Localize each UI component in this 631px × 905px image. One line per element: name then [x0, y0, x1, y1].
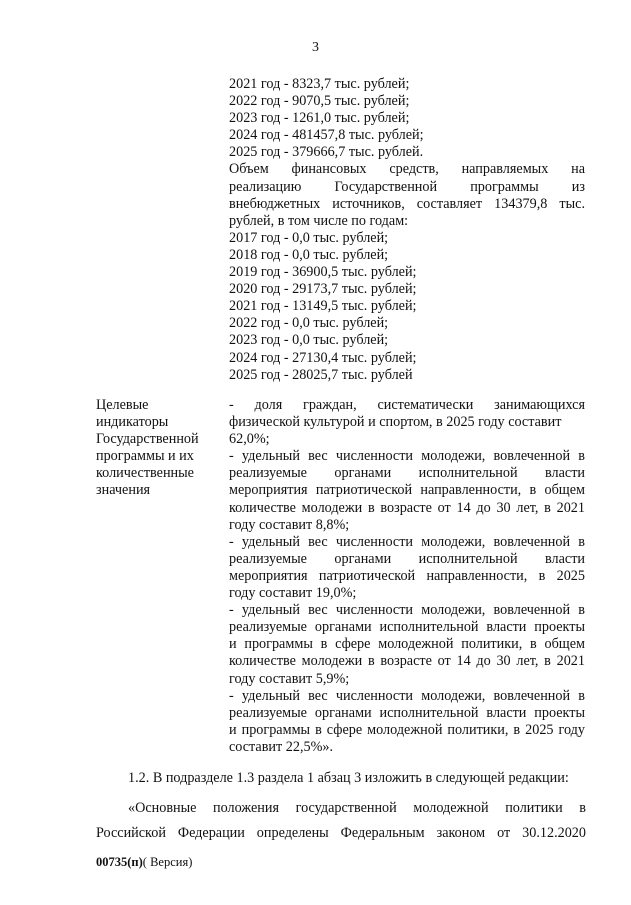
extrabudget-line: 2025 год - 28025,7 тыс. рублей — [229, 366, 413, 383]
extrabudget-para-line: реализацию Государственной программы из — [229, 178, 585, 195]
indicator-line: реализуемые органами исполнительной власти проекты — [229, 619, 585, 636]
extrabudget-line: 2024 год - 27130,4 тыс. рублей; — [229, 349, 417, 366]
funding-line: 2025 год - 379666,7 тыс. рублей. — [229, 144, 424, 161]
page-number: 3 — [312, 40, 319, 55]
indicator-line: составит 22,5%». — [229, 738, 334, 755]
document-version: ( Версия) — [142, 855, 193, 869]
extrabudget-line: 2017 год - 0,0 тыс. рублей; — [229, 229, 389, 246]
extrabudget-line: 2023 год - 0,0 тыс. рублей; — [229, 332, 389, 349]
funding-line: 2023 год - 1261,0 тыс. рублей; — [229, 110, 410, 127]
funding-line: 2022 год - 9070,5 тыс. рублей; — [229, 93, 410, 110]
indicator-line: и программы в сфере молодежной политики, в 2025 году — [229, 721, 585, 738]
indicator-line: количестве молодежи в возрасте от 14 до 30 лет, в 2021 — [229, 499, 585, 516]
indicator-line: году составит 8,8%; — [229, 516, 350, 533]
extrabudget-line: 2018 год - 0,0 тыс. рублей; — [229, 246, 389, 263]
indicator-line: - удельный вес численности молодежи, вовлеченной в — [229, 602, 585, 619]
funding-line: 2024 год - 481457,8 тыс. рублей; — [229, 127, 424, 144]
indicator-line: реализуемые органами исполнительной власти — [229, 550, 585, 567]
indicators-label-line: программы и их — [96, 448, 194, 465]
indicator-line: мероприятия патриотической направленности, в 2025 — [229, 567, 585, 584]
indicator-line: мероприятия патриотической направленности, в общем — [229, 482, 585, 499]
document-footer — [96, 855, 192, 870]
extrabudget-para-line: внебюджетных источников, составляет 134379,8 тыс. — [229, 195, 585, 212]
extrabudget-line: 2019 год - 36900,5 тыс. рублей; — [229, 264, 417, 281]
indicator-line: - удельный вес численности молодежи, вовлеченной в — [229, 533, 585, 550]
indicator-line: году составит 5,9%; — [229, 670, 350, 687]
extrabudget-line: 2020 год - 29173,7 тыс. рублей; — [229, 281, 417, 298]
body-paragraph-line: Российской Федерации определены Федеральным законом от 30.12.2020 — [96, 825, 586, 841]
indicators-label-line: значения — [96, 482, 151, 499]
indicators-label-line: количественные — [96, 465, 194, 482]
extrabudget-para-line: Объем финансовых средств, направляемых на — [229, 161, 585, 178]
indicators-label-line: индикаторы — [96, 414, 169, 431]
extrabudget-line: 2021 год - 13149,5 тыс. рублей; — [229, 298, 417, 315]
indicator-line: реализуемые органами исполнительной власти проекты — [229, 704, 585, 721]
indicators-text — [229, 397, 585, 756]
indicator-line: количестве молодежи в возрасте от 14 до 30 лет, в 2021 — [229, 653, 585, 670]
body-paragraph: 1.2. В подразделе 1.3 раздела 1 абзац 3 изложить в следующей редакции: — [128, 770, 569, 786]
funding-line: 2021 год - 8323,7 тыс. рублей; — [229, 76, 410, 92]
indicators-label-line: Государственной — [96, 431, 199, 448]
body-paragraph-line: «Основные положения государственной молодежной политики в — [128, 800, 586, 816]
funding-list — [229, 76, 585, 384]
extrabudget-para-line: рублей, в том числе по годам: — [229, 212, 409, 229]
indicator-line: году составит 19,0%; — [229, 585, 357, 602]
indicators-label-line: Целевые — [96, 397, 149, 413]
indicator-line: 62,0%; — [229, 431, 270, 448]
indicators-label — [96, 397, 220, 500]
indicator-line: - удельный вес численности молодежи, вовлеченной в — [229, 448, 585, 465]
indicator-line: физической культурой и спортом, в 2025 году составит — [229, 414, 562, 431]
indicator-line: - удельный вес численности молодежи, вовлеченной в — [229, 687, 585, 704]
extrabudget-line: 2022 год - 0,0 тыс. рублей; — [229, 315, 389, 332]
indicator-line: и программы в сфере молодежной политики, в общем — [229, 636, 585, 653]
indicator-line: реализуемые органами исполнительной власти — [229, 465, 585, 482]
indicator-line: - доля граждан, систематически занимающихся — [229, 397, 585, 413]
document-code: 00735(п) — [96, 855, 143, 869]
